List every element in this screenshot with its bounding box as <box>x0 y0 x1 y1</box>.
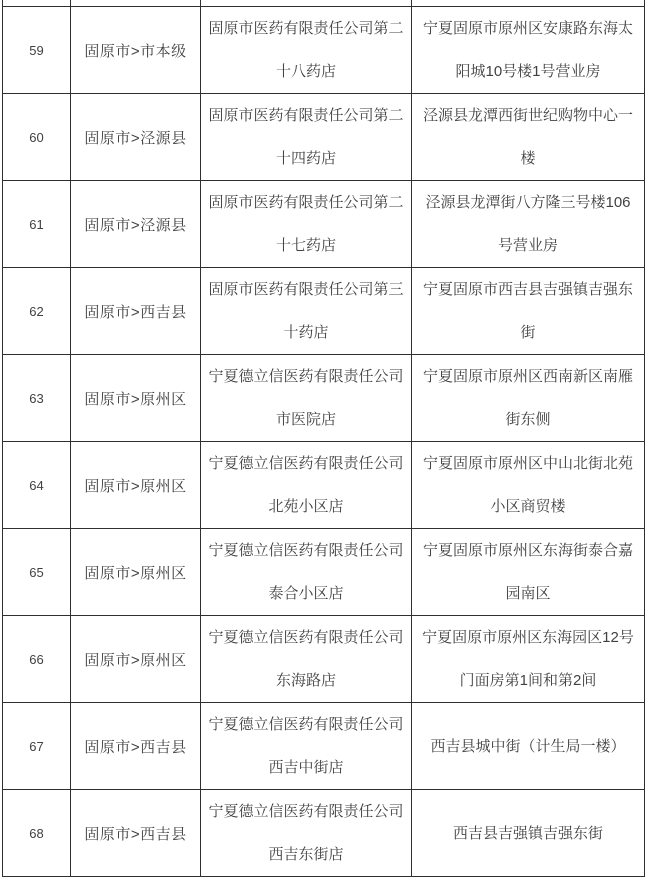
address-cell: 宁夏固原市原州区东海街泰合嘉园南区 <box>412 529 645 616</box>
address-cell: 泾源县龙潭街八方隆三号楼106号营业房 <box>412 181 645 268</box>
address-cell: 宁夏固原市原州区中山北街北苑小区商贸楼 <box>412 442 645 529</box>
pharmacy-table <box>2 0 645 877</box>
region-cell: 固原市>泾源县 <box>71 94 201 181</box>
store-name-cell: 宁夏德立信医药有限责任公司泰合小区店 <box>201 529 412 616</box>
region-cell: 固原市>原州区 <box>71 355 201 442</box>
region-cell: 固原市>西吉县 <box>71 703 201 790</box>
region-cell: 固原市>原州区 <box>71 529 201 616</box>
region-cell: 固原市>市本级 <box>71 7 201 94</box>
store-name-cell: 宁夏德立信医药有限责任公司北苑小区店 <box>201 442 412 529</box>
address-cell: 泾源县龙潭西街世纪购物中心一楼 <box>412 94 645 181</box>
table-row <box>3 529 645 616</box>
region-cell: 固原市>泾源县 <box>71 181 201 268</box>
row-number-cell: 66 <box>3 616 71 703</box>
table-row <box>3 355 645 442</box>
address-cell: 宁夏固原市原州区东海园区12号门面房第1间和第2间 <box>412 616 645 703</box>
table-row <box>3 616 645 703</box>
row-number-cell: 65 <box>3 529 71 616</box>
row-number-cell: 62 <box>3 268 71 355</box>
store-name-cell: 宁夏德立信医药有限责任公司市医院店 <box>201 355 412 442</box>
row-number-cell: 60 <box>3 94 71 181</box>
table-row <box>3 703 645 790</box>
row-number-cell: 59 <box>3 7 71 94</box>
store-name-cell: 宁夏德立信医药有限责任公司西吉中街店 <box>201 703 412 790</box>
region-cell: 固原市>原州区 <box>71 442 201 529</box>
table-row <box>3 7 645 94</box>
table-row <box>3 94 645 181</box>
store-name-cell: 固原市医药有限责任公司第二十七药店 <box>201 181 412 268</box>
table-row <box>3 268 645 355</box>
row-number-cell: 64 <box>3 442 71 529</box>
store-name-cell: 宁夏德立信医药有限责任公司东海路店 <box>201 616 412 703</box>
row-number-cell: 67 <box>3 703 71 790</box>
region-cell: 固原市>西吉县 <box>71 790 201 877</box>
row-number-cell: 61 <box>3 181 71 268</box>
store-name-cell: 固原市医药有限责任公司第二十八药店 <box>201 7 412 94</box>
table-row <box>3 790 645 877</box>
address-cell: 宁夏固原市原州区安康路东海太阳城10号楼1号营业房 <box>412 7 645 94</box>
region-cell: 固原市>西吉县 <box>71 268 201 355</box>
region-cell: 固原市>原州区 <box>71 616 201 703</box>
table-row <box>3 181 645 268</box>
address-cell: 西吉县吉强镇吉强东街 <box>412 790 645 877</box>
address-cell: 宁夏固原市西吉县吉强镇吉强东街 <box>412 268 645 355</box>
store-name-cell: 固原市医药有限责任公司第二十四药店 <box>201 94 412 181</box>
address-cell: 西吉县城中街（计生局一楼） <box>412 703 645 790</box>
row-number-cell: 68 <box>3 790 71 877</box>
table-row <box>3 442 645 529</box>
row-number-cell: 63 <box>3 355 71 442</box>
table-body <box>3 0 645 877</box>
address-cell: 宁夏固原市原州区西南新区南雁街东侧 <box>412 355 645 442</box>
store-name-cell: 固原市医药有限责任公司第三十药店 <box>201 268 412 355</box>
store-name-cell: 宁夏德立信医药有限责任公司西吉东街店 <box>201 790 412 877</box>
